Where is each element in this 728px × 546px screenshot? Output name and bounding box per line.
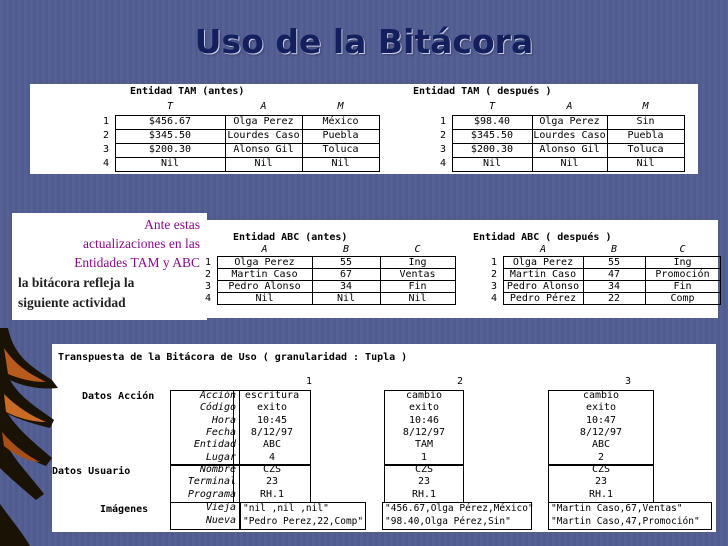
- table-cell: Martin Caso: [231, 269, 298, 280]
- column-header-letter: B: [610, 244, 618, 255]
- column-header-letter: T: [166, 101, 174, 112]
- row-number: 4: [102, 158, 109, 169]
- row-number: 4: [204, 293, 211, 304]
- table-cell: Nil: [482, 158, 502, 169]
- table-cell: Nil: [336, 293, 356, 304]
- tam-after-title: Entidad TAM ( después ): [413, 86, 552, 97]
- image-cell: "456.67,Olga Pérez,México": [385, 503, 534, 514]
- log-column-number: 3: [625, 376, 632, 387]
- row-number: 1: [439, 116, 446, 127]
- field-label: Terminal: [187, 476, 236, 488]
- table-cell: $345.50: [148, 130, 192, 141]
- table-cell: Ing: [408, 257, 427, 268]
- table-cell: Nil: [331, 158, 350, 169]
- decorative-swoosh: [0, 328, 60, 546]
- log-cell: RH.1: [411, 488, 437, 500]
- table-cell: Olga Perez: [234, 257, 295, 268]
- label-frame: [170, 464, 240, 503]
- column-header-letter: M: [642, 101, 649, 112]
- table-cell: Lourdes Caso: [533, 130, 606, 141]
- table-cell: Fin: [408, 281, 427, 292]
- row-number: 1: [204, 257, 211, 268]
- log-cell: 8/12/97: [250, 426, 294, 438]
- table-cell: Alonso Gil: [539, 144, 600, 155]
- table-cell: Puebla: [322, 130, 359, 141]
- field-label: Entidad: [193, 439, 236, 451]
- log-cell: 10:45: [256, 414, 288, 426]
- log-cell: 23: [594, 476, 608, 488]
- row-number: 3: [102, 144, 109, 155]
- row-number: 4: [490, 293, 497, 304]
- field-label: Acción: [199, 390, 236, 401]
- log-cell: cambio: [405, 390, 443, 401]
- field-label: Vieja: [205, 502, 236, 513]
- log-cell: RH.1: [259, 488, 285, 500]
- note-line: la bitácora refleja la: [18, 275, 135, 290]
- table-cell: 55: [339, 257, 353, 268]
- column-header-letter: M: [337, 101, 344, 112]
- log-cell: 1: [420, 451, 428, 463]
- table-cell: México: [322, 116, 359, 127]
- log-cell: 8/12/97: [402, 426, 446, 438]
- table-cell: Ing: [673, 257, 692, 268]
- field-label: Hora: [211, 414, 236, 426]
- row-number: 3: [439, 144, 446, 155]
- log-title: Transpuesta de la Bitácora de Uso ( granularidad : Tupla ): [58, 352, 408, 363]
- table-cell: Olga Perez: [512, 257, 574, 268]
- log-column-number: 2: [457, 376, 464, 387]
- log-cell: 2: [597, 451, 605, 463]
- log-cell: TAM: [414, 439, 434, 451]
- table-cell: $98.40: [473, 116, 511, 127]
- table-cell: Olga Perez: [539, 116, 600, 127]
- note-line: siguiente actividad: [18, 295, 126, 310]
- row-number: 3: [490, 281, 497, 292]
- table-cell: Pedro Alonso: [228, 281, 301, 292]
- log-cell: 4: [268, 451, 276, 463]
- note-line: Entidades TAM y ABC: [74, 255, 200, 270]
- table-cell: 55: [607, 257, 621, 268]
- column-header-letter: A: [260, 101, 267, 112]
- tam-before-title: Entidad TAM (antes): [130, 86, 245, 97]
- note-line: Ante estas: [144, 217, 200, 232]
- image-cell: "98.40,Olga Pérez,Sin": [385, 516, 511, 527]
- table-cell: Toluca: [627, 144, 664, 155]
- row-number: 1: [490, 257, 497, 268]
- section-datos-usuario: Datos Usuario: [52, 466, 131, 477]
- row-number: 2: [204, 269, 211, 280]
- table-cell: Puebla: [627, 130, 664, 141]
- table-cell: $456.67: [148, 116, 192, 127]
- row-number: 2: [102, 130, 109, 141]
- abc-before-title: Entidad ABC (antes): [233, 232, 348, 243]
- log-cell: exito: [585, 402, 617, 414]
- row-number: 2: [439, 130, 446, 141]
- log-cell: ABC: [591, 439, 611, 451]
- log-cell: exito: [256, 402, 288, 414]
- column-header-letter: C: [679, 244, 686, 255]
- table-cell: Olga Perez: [233, 116, 294, 127]
- section-datos-accion: Datos Acción: [82, 391, 155, 402]
- log-cell: exito: [408, 402, 440, 414]
- column-header-letter: B: [342, 244, 350, 255]
- table-cell: Ventas: [399, 269, 436, 280]
- column-header-letter: A: [261, 244, 268, 255]
- table-cell: Nil: [560, 158, 579, 169]
- log-cell: 23: [417, 476, 431, 488]
- table-cell: Pedro Alonso: [506, 281, 580, 292]
- table-cell: 34: [339, 281, 353, 292]
- field-label: Programa: [187, 488, 236, 500]
- page-title: Uso de la Bitácora: [194, 22, 534, 61]
- log-cell: cambio: [582, 390, 620, 401]
- field-label: Fecha: [205, 426, 236, 438]
- log-cell: 10:46: [408, 414, 440, 426]
- row-number: 4: [439, 158, 446, 169]
- table-cell: Promoción: [655, 269, 710, 280]
- table-cell: 47: [607, 269, 621, 280]
- field-label: Nueva: [205, 515, 236, 526]
- table-cell: Martin Caso: [509, 269, 577, 280]
- table-cell: Lourdes Caso: [227, 130, 300, 141]
- field-label: Lugar: [205, 451, 236, 463]
- table-cell: $200.30: [470, 144, 514, 155]
- image-cell: "Pedro Perez,22,Comp": [243, 516, 364, 527]
- table-cell: Nil: [254, 158, 273, 169]
- table-cell: 34: [607, 281, 621, 292]
- table-cell: Pedro Pérez: [509, 293, 577, 304]
- table-cell: 67: [339, 269, 353, 280]
- log-cell: CZS: [591, 464, 611, 475]
- note-line: actualizaciones en las: [83, 236, 200, 251]
- row-number: 2: [490, 269, 497, 280]
- log-panel: [52, 344, 716, 532]
- log-cell: RH.1: [588, 488, 614, 500]
- table-cell: Alonso Gil: [233, 144, 294, 155]
- table-cell: $345.50: [470, 130, 514, 141]
- table-cell: Fin: [673, 281, 692, 292]
- tam-panel: [30, 84, 698, 174]
- abc-after-title: Entidad ABC ( después ): [473, 232, 612, 243]
- label-frame: [170, 390, 240, 466]
- table-cell: Comp: [670, 293, 695, 304]
- log-column-number: 1: [306, 376, 313, 387]
- table-cell: Nil: [160, 158, 180, 169]
- image-cell: "Martin Caso,67,Ventas": [551, 503, 683, 514]
- log-cell: 8/12/97: [579, 426, 623, 438]
- table-cell: $200.30: [148, 144, 192, 155]
- column-header-letter: A: [539, 244, 547, 255]
- table-cell: Sin: [636, 116, 655, 127]
- section-imagenes: Imágenes: [100, 504, 149, 515]
- explanation-note: [12, 213, 207, 320]
- label-frame: [170, 502, 240, 530]
- abc-panel: [205, 220, 718, 318]
- log-cell: ABC: [262, 439, 282, 451]
- log-cell: CZS: [414, 464, 434, 475]
- table-cell: 22: [607, 293, 621, 304]
- field-label: Código: [199, 402, 236, 414]
- log-cell: escritura: [244, 390, 300, 401]
- column-header-letter: A: [566, 101, 573, 112]
- table-cell: Nil: [408, 293, 427, 304]
- image-cell: "Martin Caso,47,Promoción": [551, 516, 700, 527]
- column-header-letter: T: [488, 101, 496, 112]
- field-label: Nombre: [199, 464, 236, 475]
- table-cell: Toluca: [322, 144, 359, 155]
- column-header-letter: C: [414, 244, 421, 255]
- row-number: 1: [102, 116, 109, 127]
- log-cell: 23: [265, 476, 279, 488]
- table-cell: Nil: [636, 158, 655, 169]
- image-cell: "nil ,nil ,nil": [243, 503, 329, 514]
- table-cell: Nil: [255, 293, 274, 304]
- log-cell: CZS: [262, 464, 282, 475]
- log-cell: 10:47: [585, 414, 617, 426]
- row-number: 3: [204, 281, 211, 292]
